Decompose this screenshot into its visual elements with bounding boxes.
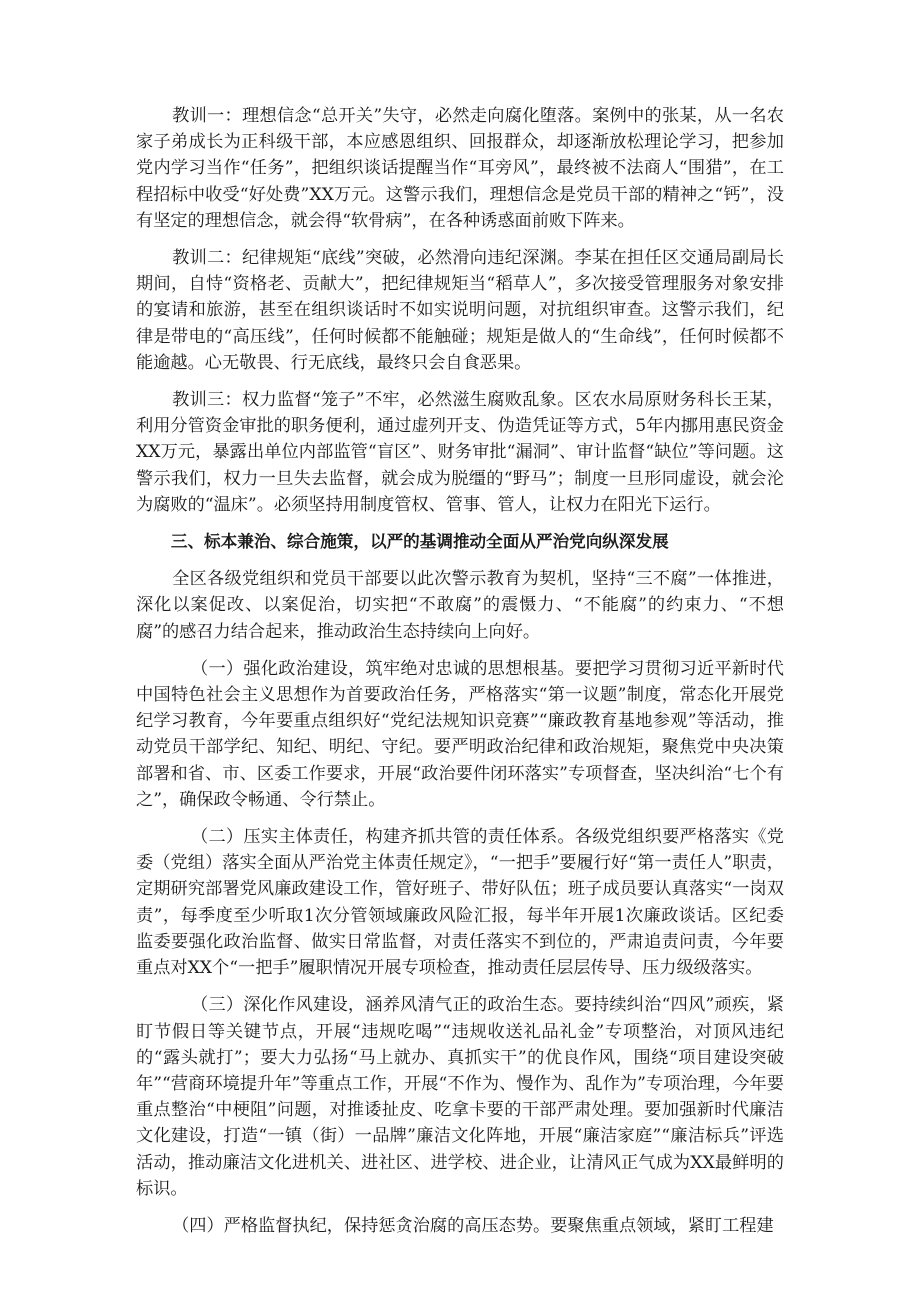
paragraph-lesson-three: 教训三：权力监督“笼子”不牢，必然滋生腐败乱象。区农水局原财务科长王某，利用分管资金审批的职务便利，通过虚列开支、伪造凭证等方式，5年内挪用惠民资金XX万元，暴露出单位内部监管“盲区”、财务审批“漏洞”、审计监督“缺位”等问题。这警示我们，权力一旦失去监督，就会成为脱缰的“野马”；制度一旦形同虚设，就会沦为腐败的“温床”。必须坚持用制度管权、管事、管人，让权力在阳光下运行。 [136,390,784,515]
paragraph-item-three: （三）深化作风建设，涵养风清气正的政治生态。要持续纠治“四风”顽疾，紧盯节假日等关键节点，开展“违规吃喝”“违规收送礼品礼金”专项整治，对顶风违纪的“露头就打”；要大力弘扬“马上就办、真抓实干”的优良作风，围绕“项目建设突破年”“营商环境提升年”等重点工作，开展“不作为、慢作为、乱作为”专项治理，今年要重点整治“中梗阻”问题，对推诿扯皮、吃拿卡要的干部严肃处理。要加强新时代廉洁文化建设，打造“一镇（街）一品牌”廉洁文化阵地，开展“廉洁家庭”“廉洁标兵”评选活动，推动廉洁文化进机关、进社区、进学校、进企业，让清风正气成为XX最鲜明的标识。 [136,995,784,1199]
document-page [136,103,784,1250]
paragraph-section-intro: 全区各级党组织和党员干部要以此次警示教育为契机，坚持“三不腐”一体推进，深化以案促改、以案促治，切实把“不敢腐”的震慑力、“不能腐”的约束力、“不想腐”的感召力结合起来，推动政治生态持续向上向好。 [136,569,784,642]
section-heading-three: 三、标本兼治、综合施策，以严的基调推动全面从严治党向纵深发展 [170,532,669,552]
paragraph-lesson-one: 教训一：理想信念“总开关”失守，必然走向腐化堕落。案例中的张某，从一名农家子弟成长为正科级干部，本应感恩组织、回报群众，却逐渐放松理论学习，把参加党内学习当作“任务”，把组织谈话提醒当作“耳旁风”，最终被不法商人“围猎”，在工程招标中收受“好处费”XX万元。这警示我们，理想信念是党员干部的精神之“钙”，没有坚定的理想信念，就会得“软骨病”，在各种诱惑面前败下阵来。 [136,106,784,231]
paragraph-item-four: （四）严格监督执纪，保持惩贪治腐的高压态势。要聚焦重点领域，紧盯工程建 [172,1215,774,1236]
paragraph-item-one: （一）强化政治建设，筑牢绝对忠诚的思想根基。要把学习贯彻习近平新时代中国特色社会主义思想作为首要政治任务，严格落实“第一议题”制度，常态化开展党纪学习教育，今年要重点组织好“党纪法规知识竞赛”“廉政教育基地参观”等活动，推动党员干部学纪、知纪、明纪、守纪。要严明政治纪律和政治规矩，聚焦党中央决策部署和省、市、区委工作要求，开展“政治要件闭环落实”专项督查，坚决纠治“七个有之”，确保政令畅通、令行禁止。 [136,658,784,810]
paragraph-lesson-two: 教训二：纪律规矩“底线”突破，必然滑向违纪深渊。李某在担任区交通局副局长期间，自恃“资格老、贡献大”，把纪律规矩当“稻草人”，多次接受管理服务对象安排的宴请和旅游，甚至在组织谈话时不如实说明问题，对抗组织审查。这警示我们，纪律是带电的“高压线”，任何时候都不能触碰；规矩是做人的“生命线”，任何时候都不能逾越。心无敬畏、行无底线，最终只会自食恶果。 [136,248,784,373]
paragraph-item-two: （二）压实主体责任，构建齐抓共管的责任体系。各级党组织要严格落实《党委（党组）落实全面从严治党主体责任规定》，“一把手”要履行好“第一责任人”职责，定期研究部署党风廉政建设工作，管好班子、带好队伍；班子成员要认真落实“一岗双责”，每季度至少听取1次分管领域廉政风险汇报，每半年开展1次廉政谈话。区纪委监委要强化政治监督、做实日常监督，对责任落实不到位的，严肃追责问责，今年要重点对XX个“一把手”履职情况开展专项检查，推动责任层层传导、压力级级落实。 [136,827,784,979]
